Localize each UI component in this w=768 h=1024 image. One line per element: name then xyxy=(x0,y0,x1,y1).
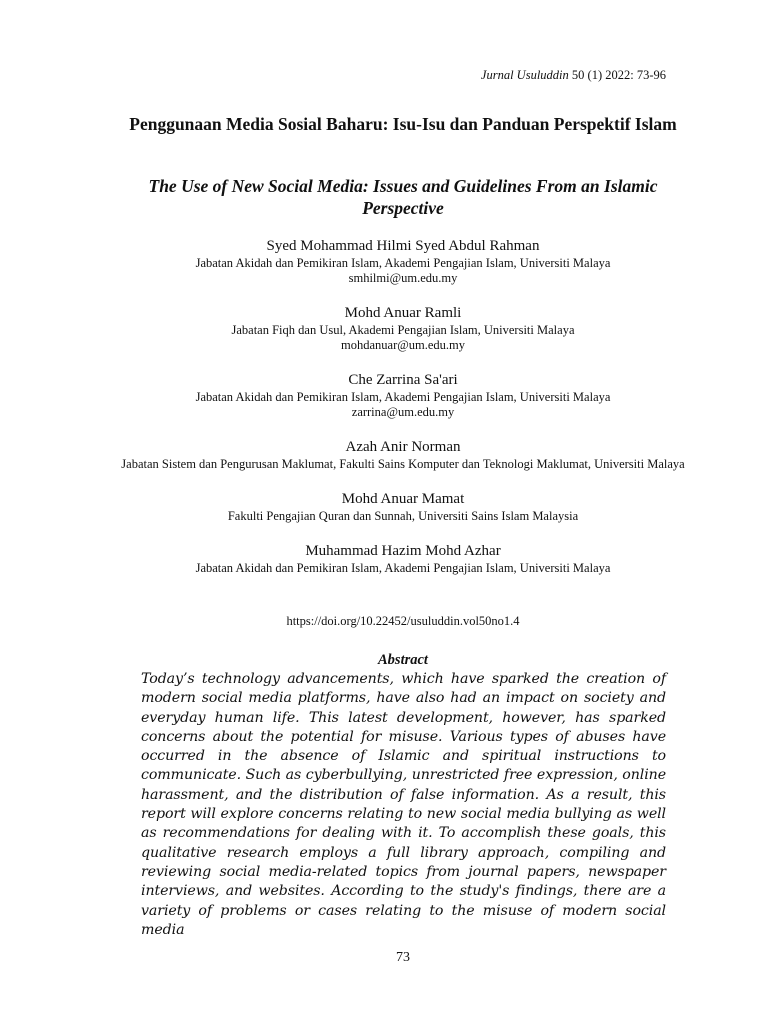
author-affiliation: Fakulti Pengajian Quran dan Sunnah, Universiti Sains Islam Malaysia xyxy=(227,509,579,523)
author-entry xyxy=(110,304,696,353)
author-affiliation: Jabatan Akidah dan Pemikiran Islam, Akademi Pengajian Islam, Universiti Malaya xyxy=(195,256,611,270)
author-name: Che Zarrina Sa'ari xyxy=(348,372,458,388)
author-affiliation: Jabatan Akidah dan Pemikiran Islam, Akademi Pengajian Islam, Universiti Malaya xyxy=(195,561,611,575)
author-affiliation: Jabatan Sistem dan Pengurusan Maklumat, Fakulti Sains Komputer dan Teknologi Maklumat, Universiti Malaya xyxy=(121,457,685,471)
abstract-heading: Abstract xyxy=(378,652,428,668)
author-name: Mohd Anuar Ramli xyxy=(344,305,462,321)
author-affiliation: Jabatan Fiqh dan Usul, Akademi Pengajian Islam, Universiti Malaya xyxy=(231,323,575,337)
doi-link[interactable]: https://doi.org/10.22452/usuluddin.vol50no1.4 xyxy=(286,614,520,628)
title-malay: Penggunaan Media Sosial Baharu: Isu-Isu dan Panduan Perspektif Islam xyxy=(129,114,677,134)
author-name: Mohd Anuar Mamat xyxy=(341,491,465,507)
abstract-text: Today’s technology advancements, which have sparked the creation of modern social media platforms, have also had an impact on society and everyday human life. This latest development, however, has sparked concerns about the potential for misuse. Various types of abuses have occurred in the absence of Islamic and spiritual instructions to communicate. Such as cyberbullying, unrestricted free expression, online harassment, and the distribution of false information. As a result, this report will explore concerns relating to new social media bullying as well as recommendations for dealing with it. To accomplish these goals, this qualitative research employs a full library approach, compiling and reviewing social media-related topics from journal papers, newspaper interviews, and websites. According to the study's findings, there are a variety of problems or cases relating to the misuse of modern social media xyxy=(141,671,666,938)
author-name: Syed Mohammad Hilmi Syed Abdul Rahman xyxy=(266,238,540,254)
author-list xyxy=(110,237,696,594)
author-name: Muhammad Hazim Mohd Azhar xyxy=(305,543,501,559)
author-affiliation: Jabatan Akidah dan Pemikiran Islam, Akademi Pengajian Islam, Universiti Malaya xyxy=(195,390,611,404)
journal-name: Jurnal Usuluddin xyxy=(480,68,569,82)
author-email: smhilmi@um.edu.my xyxy=(348,271,458,285)
page-number: 73 xyxy=(396,950,410,965)
author-email: zarrina@um.edu.my xyxy=(351,405,455,419)
author-entry xyxy=(110,490,696,524)
title-english: The Use of New Social Media: Issues and Guidelines From an Islamic Perspective xyxy=(148,176,658,218)
journal-citation xyxy=(481,68,666,83)
author-entry xyxy=(110,438,696,472)
author-entry xyxy=(110,371,696,420)
author-entry xyxy=(110,237,696,286)
author-entry xyxy=(110,542,696,576)
author-name: Azah Anir Norman xyxy=(345,439,461,455)
author-email: mohdanuar@um.edu.my xyxy=(341,338,465,352)
journal-volume-pages: 50 (1) 2022: 73-96 xyxy=(568,68,666,82)
